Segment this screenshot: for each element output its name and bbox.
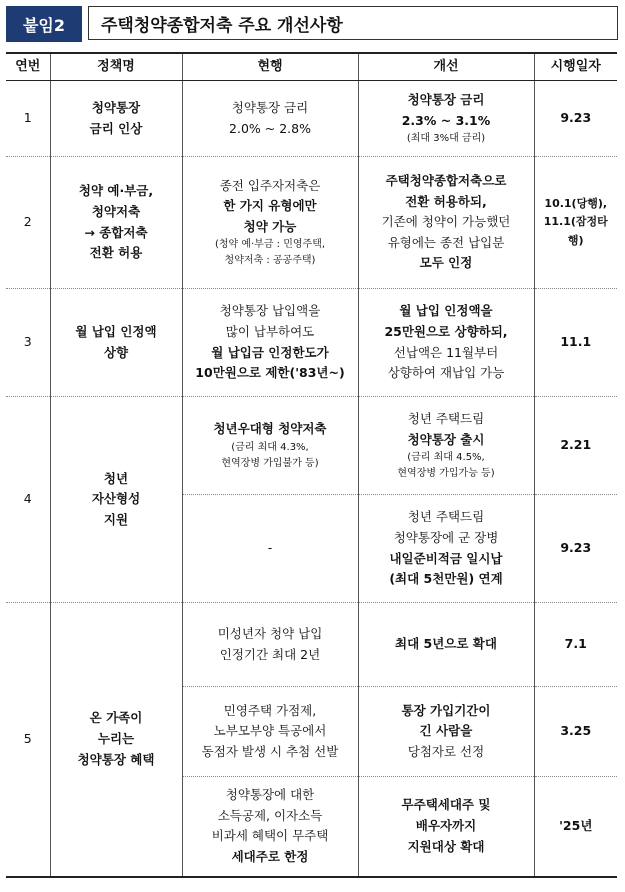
improved-cell	[358, 687, 534, 777]
policy-name	[50, 397, 182, 603]
header	[6, 6, 617, 42]
cell-line: 소득공제, 이자소득	[217, 807, 323, 823]
cell-line: 청년 주택드림	[407, 509, 485, 525]
cell-line: 청약통장 납입액을	[219, 303, 321, 319]
cell-line: 청약저축 : 공공주택)	[224, 255, 316, 267]
row-number: 3	[6, 289, 50, 397]
cell-line: 전환 허용하되,	[405, 193, 487, 209]
current-cell	[182, 495, 358, 603]
effective-date: 11.1	[534, 289, 617, 397]
cell-line: 현역장병 가입가능 등)	[397, 468, 495, 480]
current-cell	[182, 777, 358, 877]
policy-line: 자산형성	[91, 491, 141, 507]
cell-line: 세대주로 한정	[231, 848, 309, 864]
cell-line: 청약통장 금리	[407, 91, 485, 107]
cell-line: 당첨자로 선정	[407, 743, 485, 759]
cell-line: 비과세 혜택이 무주택	[211, 828, 329, 844]
cell-line: 월 납입금 인정한도가	[211, 344, 329, 360]
cell-line: (청약 예·부금 : 민영주택,	[214, 239, 326, 251]
current-cell	[182, 603, 358, 687]
cell-line: 청년 주택드림	[407, 410, 485, 426]
policy-line: 청약통장 혜택	[77, 751, 155, 767]
table-row	[6, 157, 617, 289]
effective-date: 9.23	[534, 495, 617, 603]
improved-cell	[358, 777, 534, 877]
policy-name	[50, 157, 182, 289]
cell-line: 노부모부양 특공에서	[213, 723, 327, 739]
policy-name	[50, 603, 182, 877]
column-header-current: 현행	[182, 53, 358, 81]
table-row	[6, 603, 617, 687]
current-cell	[182, 157, 358, 289]
current-cell	[182, 397, 358, 495]
improved-cell	[358, 81, 534, 157]
cell-line: 지원대상 확대	[407, 838, 485, 854]
cell-line: 동점자 발생 시 추첨 선발	[201, 743, 339, 759]
table-row	[6, 289, 617, 397]
page-title: 주택청약종합저축 주요 개선사항	[88, 6, 618, 40]
improved-cell	[358, 289, 534, 397]
cell-line: 선납액은 11월부터	[393, 344, 499, 360]
policy-name	[50, 289, 182, 397]
cell-line: 청약 가능	[243, 218, 297, 234]
cell-line: 상향하여 재납입 가능	[387, 365, 505, 381]
improved-cell	[358, 495, 534, 603]
cell-line: 2.0% ~ 2.8%	[229, 120, 311, 136]
cell-line: 청약통장에 대한	[225, 787, 315, 802]
cell-line: 내일준비적금 일시납	[389, 550, 503, 566]
cell-line: (최대 5천만원) 연계	[389, 571, 503, 587]
row-number: 2	[6, 157, 50, 289]
attachment-badge: 붙임2	[6, 6, 82, 42]
row-number: 1	[6, 81, 50, 157]
cell-line: 청약통장 금리	[231, 99, 309, 115]
cell-line: 무주택세대주 및	[401, 797, 491, 813]
effective-date: '25년	[534, 777, 617, 877]
effective-date: 3.25	[534, 687, 617, 777]
policy-line: 금리 인상	[89, 120, 143, 136]
column-header-no: 연번	[6, 53, 50, 81]
policy-line: 상향	[103, 344, 129, 360]
cell-line: 청년우대형 청약저축	[213, 421, 327, 437]
cell-line: 많이 납부하여도	[225, 323, 315, 339]
cell-line: 미성년자 청약 납입	[217, 625, 323, 641]
cell-line: 주택청약종합저축으로	[385, 172, 507, 188]
column-header-policy: 정책명	[50, 53, 182, 81]
cell-line: 월 납입 인정액을	[399, 303, 493, 319]
improved-cell	[358, 603, 534, 687]
cell-line: 배우자까지	[415, 817, 477, 833]
policy-line: 누리는	[97, 730, 135, 746]
improved-cell	[358, 397, 534, 495]
policy-line: 청년	[103, 470, 129, 486]
cell-line: 25만원으로 상향하되,	[384, 323, 508, 339]
policy-line: 청약 예·부금,	[78, 183, 154, 199]
current-cell	[182, 687, 358, 777]
effective-date: 10.1(당행), 11.1(잠정타행)	[534, 157, 617, 289]
table-header-row	[6, 53, 617, 81]
cell-line: 10만원으로 제한('83년~)	[195, 365, 345, 381]
policy-line: 지원	[103, 511, 129, 527]
policy-name	[50, 81, 182, 157]
policy-line: 온 가족이	[89, 710, 143, 726]
policy-table	[6, 52, 617, 878]
cell-line: 인정기간 최대 2년	[219, 646, 321, 662]
current-cell	[182, 81, 358, 157]
cell-line: 통장 가입기간이	[401, 702, 491, 718]
cell-line: 2.3% ~ 3.1%	[401, 112, 491, 128]
current-cell	[182, 289, 358, 397]
table-row	[6, 397, 617, 495]
policy-line: 전환 허용	[89, 245, 143, 261]
row-number: 4	[6, 397, 50, 603]
table-row	[6, 81, 617, 157]
cell-line: 기존에 청약이 가능했던	[381, 214, 511, 230]
row-number: 5	[6, 603, 50, 877]
cell-line: 모두 인정	[419, 255, 473, 271]
policy-line: → 종합저축	[84, 224, 148, 240]
cell-line: 현역장병 가입불가 등)	[221, 457, 319, 469]
effective-date: 9.23	[534, 81, 617, 157]
cell-line: 민영주택 가점제,	[223, 702, 317, 718]
cell-line: 한 가지 유형에만	[223, 198, 317, 214]
effective-date: 7.1	[534, 603, 617, 687]
table-body	[6, 81, 617, 877]
cell-line: (최대 3%대 금리)	[406, 133, 486, 145]
cell-line: (금리 최대 4.3%,	[231, 441, 309, 453]
cell-line: 최대 5년으로 확대	[395, 636, 497, 652]
cell-line: 종전 입주자저축은	[219, 177, 321, 193]
policy-line: 청약통장	[91, 99, 141, 115]
column-header-improved: 개선	[358, 53, 534, 81]
effective-date: 2.21	[534, 397, 617, 495]
cell-line: 유형에는 종전 납입분	[387, 234, 505, 250]
policy-line: 월 납입 인정액	[75, 323, 157, 339]
cell-line: -	[267, 540, 273, 556]
cell-line: 청약통장 출시	[407, 431, 485, 447]
cell-line: 청약통장에 군 장병	[393, 529, 499, 545]
column-header-date: 시행일자	[534, 53, 617, 81]
policy-line: 청약저축	[91, 203, 141, 219]
cell-line: (금리 최대 4.5%,	[407, 452, 485, 464]
cell-line: 긴 사람을	[419, 723, 473, 739]
improved-cell	[358, 157, 534, 289]
